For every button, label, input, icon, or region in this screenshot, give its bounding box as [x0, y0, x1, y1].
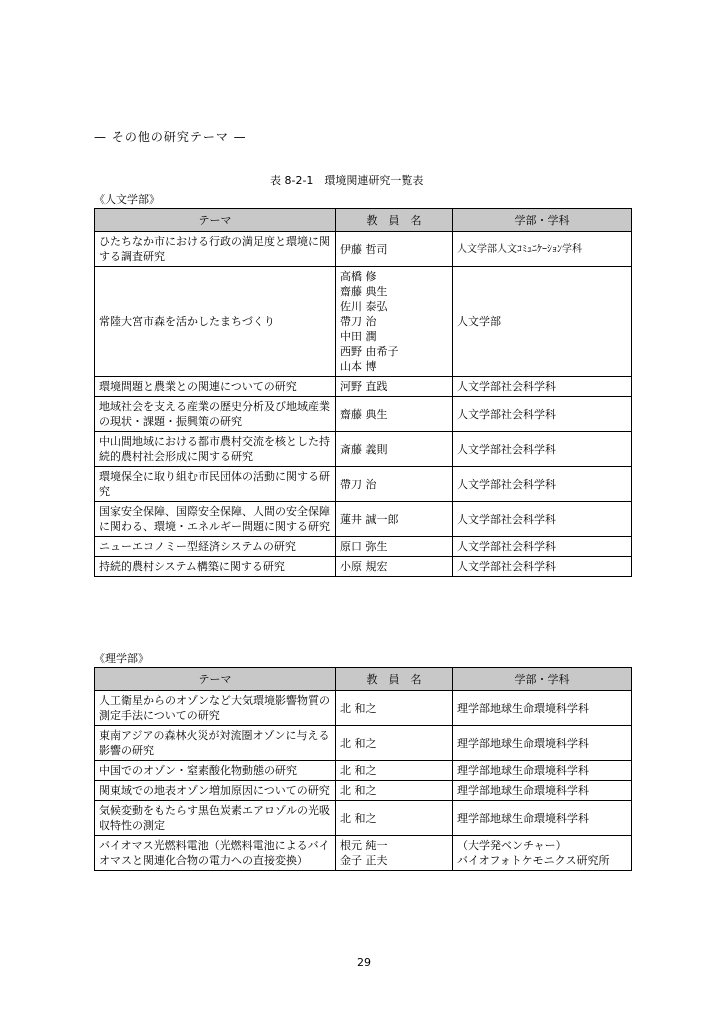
table-row — [95, 761, 632, 781]
table-row — [95, 557, 632, 577]
cell-dept: 理学部地球生命環境科学科 — [453, 801, 632, 836]
table-row — [95, 691, 632, 726]
cell-theme: 環境問題と農業との関連についての研究 — [95, 377, 336, 397]
cell-dept: 人文学部社会科学科 — [453, 467, 632, 502]
header-staff: 教 員 名 — [336, 209, 453, 232]
header-staff: 教 員 名 — [336, 668, 453, 691]
table-row — [95, 432, 632, 467]
cell-theme: 常陸大宮市森を活かしたまちづくり — [95, 267, 336, 377]
header-row — [95, 209, 632, 232]
table-row — [95, 467, 632, 502]
cell-staff: 原口 弥生 — [336, 537, 453, 557]
cell-staff: 齋藤 典生 — [336, 397, 453, 432]
cell-staff: 北 和之 — [336, 781, 453, 801]
cell-dept: （大学発ベンチャー） バイオフォトケモニクス研究所 — [453, 836, 632, 871]
cell-dept: 理学部地球生命環境科学科 — [453, 761, 632, 781]
humanities-label: 《人文学部》 — [94, 193, 160, 206]
cell-theme: 人工衛星からのオゾンなど大気環境影響物質の測定手法についての研究 — [95, 691, 336, 726]
cell-staff: 帶刀 治 — [336, 467, 453, 502]
table-row — [95, 397, 632, 432]
table-row — [95, 232, 632, 267]
cell-dept: 人文学部 — [453, 267, 632, 377]
cell-theme: 地域社会を支える産業の歴史分析及び地域産業の現状・課題・振興策の研究 — [95, 397, 336, 432]
cell-staff: 北 和之 — [336, 726, 453, 761]
cell-staff: 北 和之 — [336, 691, 453, 726]
header-theme: テーマ — [95, 209, 336, 232]
cell-staff: 斎藤 義則 — [336, 432, 453, 467]
cell-dept: 理学部地球生命環境科学科 — [453, 691, 632, 726]
humanities-table — [94, 208, 632, 577]
cell-theme: 国家安全保障、国際安全保障、人間の安全保障に関わる、環境・エネルギー問題に関する研究 — [95, 502, 336, 537]
cell-staff: 小原 規宏 — [336, 557, 453, 577]
cell-dept: 人文学部社会科学科 — [453, 502, 632, 537]
cell-staff: 河野 直践 — [336, 377, 453, 397]
table-row — [95, 836, 632, 871]
page-number: 29 — [357, 956, 371, 969]
cell-theme: ひたちなか市における行政の満足度と環境に関する調査研究 — [95, 232, 336, 267]
cell-dept: 人文学部社会科学科 — [453, 397, 632, 432]
cell-theme: 環境保全に取り組む市民団体の活動に関する研究 — [95, 467, 336, 502]
cell-theme: 東南アジアの森林火災が対流圏オゾンに与える影響の研究 — [95, 726, 336, 761]
cell-theme: バイオマス光燃料電池（光燃料電池によるバイオマスと関連化合物の電力への直接変換） — [95, 836, 336, 871]
table-row — [95, 726, 632, 761]
cell-dept: 人文学部社会科学科 — [453, 377, 632, 397]
table-row — [95, 537, 632, 557]
section-heading: — その他の研究テーマ — — [94, 130, 247, 144]
cell-theme: 中山間地域における都市農村交流を核とした持続的農村社会形成に関する研究 — [95, 432, 336, 467]
table-row — [95, 781, 632, 801]
cell-staff: 蓮井 誠一郎 — [336, 502, 453, 537]
cell-staff: 根元 純一 金子 正夫 — [336, 836, 453, 871]
header-theme: テーマ — [95, 668, 336, 691]
cell-theme: ニューエコノミー型経済システムの研究 — [95, 537, 336, 557]
header-dept: 学部・学科 — [453, 668, 632, 691]
cell-staff: 北 和之 — [336, 761, 453, 781]
table-row — [95, 267, 632, 377]
table-row — [95, 801, 632, 836]
science-table — [94, 667, 632, 871]
cell-staff: 伊藤 哲司 — [336, 232, 453, 267]
cell-dept: 人文学部社会科学科 — [453, 557, 632, 577]
table-caption: 表 8-2-1 環境関連研究一覧表 — [270, 174, 424, 187]
cell-staff: 北 和之 — [336, 801, 453, 836]
table-row — [95, 377, 632, 397]
header-dept: 学部・学科 — [453, 209, 632, 232]
cell-dept: 人文学部人文ｺﾐｭﾆｹｰｼｮﾝ学科 — [453, 232, 632, 267]
table-row — [95, 502, 632, 537]
cell-dept: 理学部地球生命環境科学科 — [453, 781, 632, 801]
cell-dept: 人文学部社会科学科 — [453, 537, 632, 557]
cell-staff: 高橋 修 齋藤 典生 佐川 泰弘 帶刀 治 中田 潤 西野 由希子 山本 博 — [336, 267, 453, 377]
science-label: 《理学部》 — [94, 652, 149, 665]
cell-dept: 人文学部社会科学科 — [453, 432, 632, 467]
cell-theme: 気候変動をもたらす黒色炭素エアロゾルの光吸収特性の測定 — [95, 801, 336, 836]
cell-dept: 理学部地球生命環境科学科 — [453, 726, 632, 761]
header-row — [95, 668, 632, 691]
cell-theme: 関東域での地表オゾン増加原因についての研究 — [95, 781, 336, 801]
cell-theme: 中国でのオゾン・窒素酸化物動態の研究 — [95, 761, 336, 781]
cell-theme: 持続的農村システム構築に関する研究 — [95, 557, 336, 577]
